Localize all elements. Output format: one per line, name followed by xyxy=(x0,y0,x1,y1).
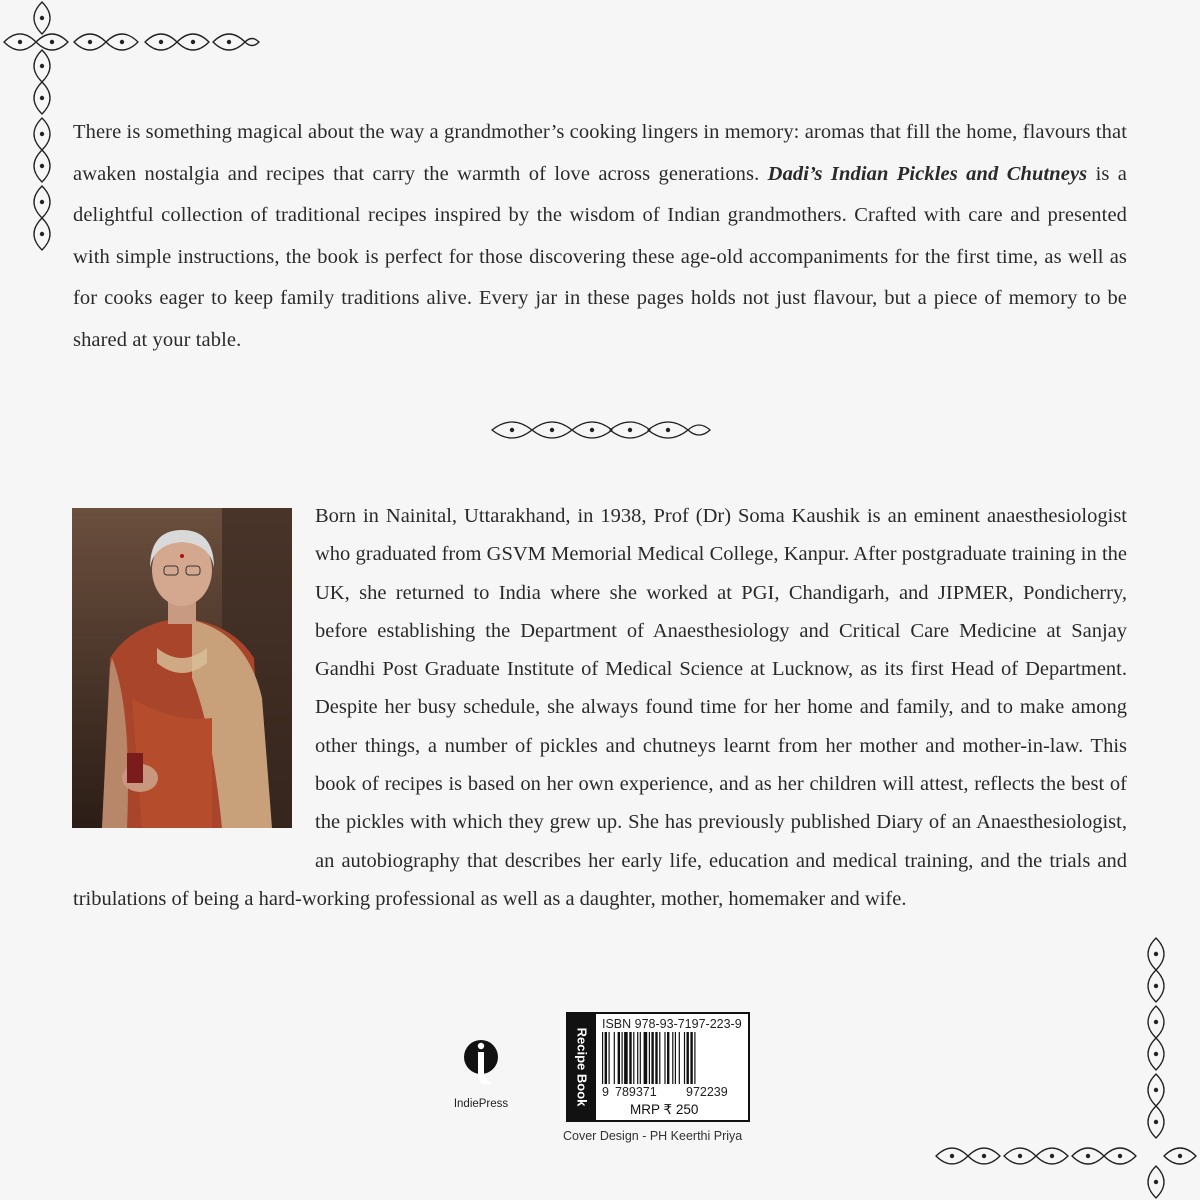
category-tab xyxy=(568,1014,596,1120)
price-label: MRP ₹ 250 xyxy=(630,1102,699,1117)
barcode-digits-left: 789371 xyxy=(615,1085,657,1099)
barcode-digit-first: 9 xyxy=(602,1085,609,1099)
divider-ornament xyxy=(490,410,712,450)
author-bio-text: Born in Nainital, Uttarakhand, in 1938, Prof (Dr) Soma Kaushik is an eminent anaesthesiologist who graduated from GSVM Memorial Medical College, Kanpur. After postgraduate training in the UK, she returned to India where she worked at PGI, Chandigarh, and JIPMER, Pondicherry, before establishing the Department of Anaesthesiology and Critical Care Medicine at Sanjay Gandhi Post Graduate Institute of Medical Science at Lucknow, as its first Head of Department. Despite her busy schedule, she always found time for her home and family, and to make among other things, a number of pickles and chutneys learnt from her mother and mother-in-law. This book of recipes is based on her own experience, and as her children will attest, reflects the best of the pickles with which they grew up. She has previously published Diary of an Anaesthesiologist, an autobiography that describes her early life, education and medical training, and the trials and tribulations of being a hard-working professional as well as a daughter, mother, homemaker and wife. xyxy=(73,505,1127,910)
blurb-intro: There is something magical about the way a grandmother’s cooking lingers in memory: aromas that fill the home, flavours that awaken nostalgia and recipes that carry the warmth of love across generations. xyxy=(73,121,1127,185)
barcode-box xyxy=(566,1012,750,1122)
barcode-bars xyxy=(602,1032,742,1084)
publisher-logo xyxy=(441,1037,521,1110)
barcode-digits-right: 972239 xyxy=(686,1085,728,1099)
indiepress-logo-icon xyxy=(461,1037,501,1091)
publisher-name: IndiePress xyxy=(453,1098,509,1110)
book-blurb xyxy=(73,112,1127,362)
blurb-body: is a delightful collection of traditional recipes inspired by the wisdom of Indian grandmothers. Crafted with care and presented with simple instructions, the book is perfect for those discovering these age-old accompaniments for the first time, as well as for cooks eager to keep family traditions alive. Every jar in these pages holds not just flavour, but a piece of memory to be shared at your table. xyxy=(73,162,1127,351)
photo-spacer xyxy=(73,497,315,842)
book-title-italic: Dadi’s Indian Pickles and Chutneys xyxy=(767,162,1088,185)
cover-design-credit: Cover Design - PH Keerthi Priya xyxy=(563,1129,743,1143)
corner-ornament-bottom-right xyxy=(930,930,1200,1200)
category-label: Recipe Book xyxy=(574,1027,590,1107)
author-bio xyxy=(73,497,1127,918)
isbn-text: ISBN 978-93-7197-223-9 xyxy=(602,1017,742,1031)
